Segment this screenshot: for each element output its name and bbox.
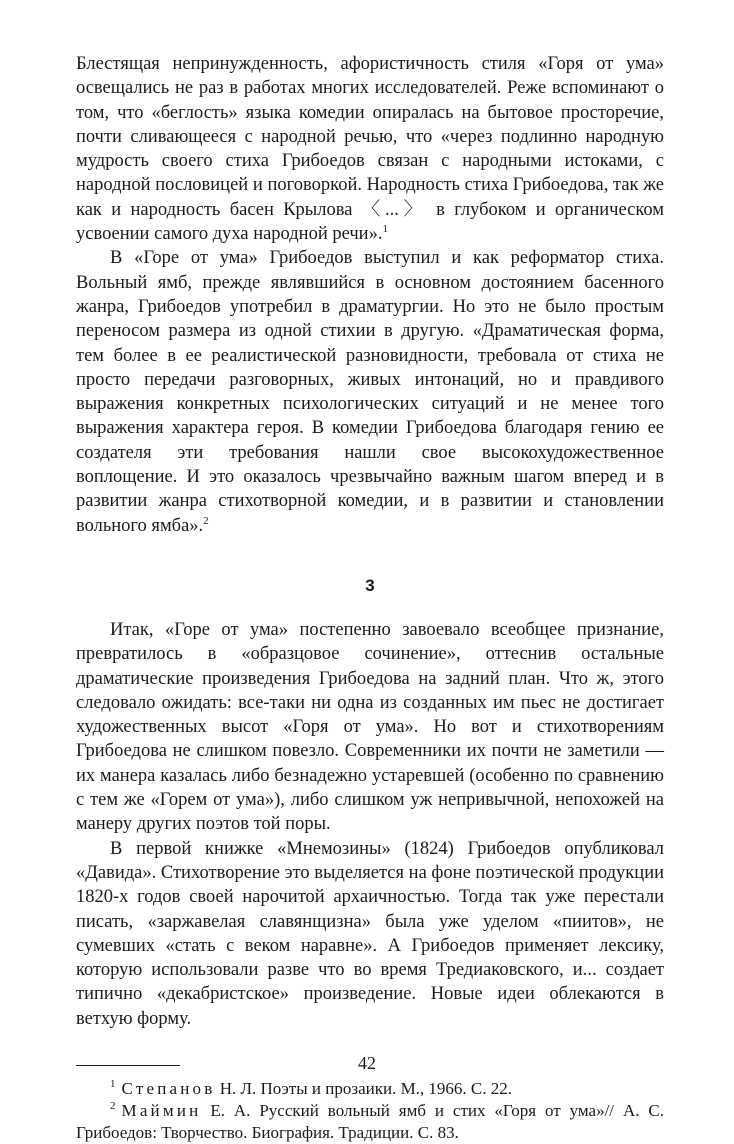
- paragraph: Итак, «Горе от ума» постепенно завоевало всеобщее признание, превратилось в «образцовое сочинение», оттеснив остальные драматические произведения Грибоедова на задний план. Что ж, этого следовало ожидать: все-таки ни одна из созданных им пьес не достигает художественных высот «Горя от ума». Но вот и стихотворениям Грибоедова не слишком повезло. Современники их почти не заметили — их манера казалась либо безнадежно устаревшей (особенно по сравнению с тем же «Горем от ума»), либо слишком уж непривычной, непохожей на манеру других поэтов той поры.: [76, 619, 664, 835]
- footnote-text: Н. Л. Поэты и прозаики. М., 1966. С. 22.: [215, 1078, 513, 1098]
- paragraph: [76, 52, 664, 246]
- paragraph: [76, 246, 664, 538]
- footnote-number: 2: [110, 1100, 116, 1113]
- paragraph: В первой книжке «Мнемозины» (1824) Грибоедов опубликовал «Давида». Стихотворение это выделяется на фоне поэтической продукции 1820-х годов своей нарочитой архаичностью. Тогда так уже перестали писать, «заржавелая славянщизна» была уже уделом «пиитов», не сумевших «стать с веком наравне». А Грибоедов применяет лексику, которую использовали разве что во время Тредиаковского, и... создает типично «декабристское» произведение. Новые идеи облекаются в ветхую форму.: [76, 838, 664, 1029]
- page-number: 42: [358, 1053, 376, 1073]
- footnote-author: Маймин: [121, 1100, 202, 1120]
- section-number: 3: [365, 575, 375, 595]
- paragraph-text: Блестящая непринужденность, афористичность стиля «Горя от ума» освещались не раз в работах многих исследователей. Реже вспоминают о том, что «беглость» языка комедии опиралась на бытовое просторечие, почти сливающееся с народной речью, что «через подлинно народную мудрость своего стиха Грибоедов связан с народными истоками, с народной пословицей и поговоркой. Народность стиха Грибоедова, так же как и народность басен Крылова 〈...〉 в глубоком и органическом усвоении самого духа народной речи».: [76, 54, 664, 245]
- footnote-ref[interactable]: 2: [203, 514, 209, 527]
- footnote: [76, 1100, 664, 1144]
- footnote-number: 1: [110, 1078, 116, 1091]
- footnote-text: Е. А. Русский вольный ямб и стих «Горя от ума»// А. С. Грибоедов: Творчество. Биография. Традиции. С. 83.: [76, 1100, 664, 1142]
- paragraph-text: В «Горе от ума» Грибоедов выступил и как реформатор стиха. Вольный ямб, прежде являвшийся в основном достоянием басенного жанра, Грибоедов употребил в драматургии. Но это не было простым переносом размера из одной стихии в другую. «Драматическая форма, тем более в ее реалистической разновидности, требовала от стиха не просто передачи разговорных, живых интонаций, но и правдивого выражения конкретных психологических ситуаций и не менее того выражения характера героя. В комедии Грибоедова благодаря гению ее создателя эти требования нашли свое высокохудожественное воплощение. И это оказалось чрезвычайно важным шагом вперед и в развитии жанра стихотворной комедии, и в развитии и становлении вольного ямба».: [76, 248, 664, 536]
- footnote: [76, 1078, 664, 1100]
- page-body: [76, 52, 664, 1144]
- footnote-author: Степанов: [121, 1078, 216, 1098]
- footnote-ref[interactable]: 1: [382, 222, 388, 235]
